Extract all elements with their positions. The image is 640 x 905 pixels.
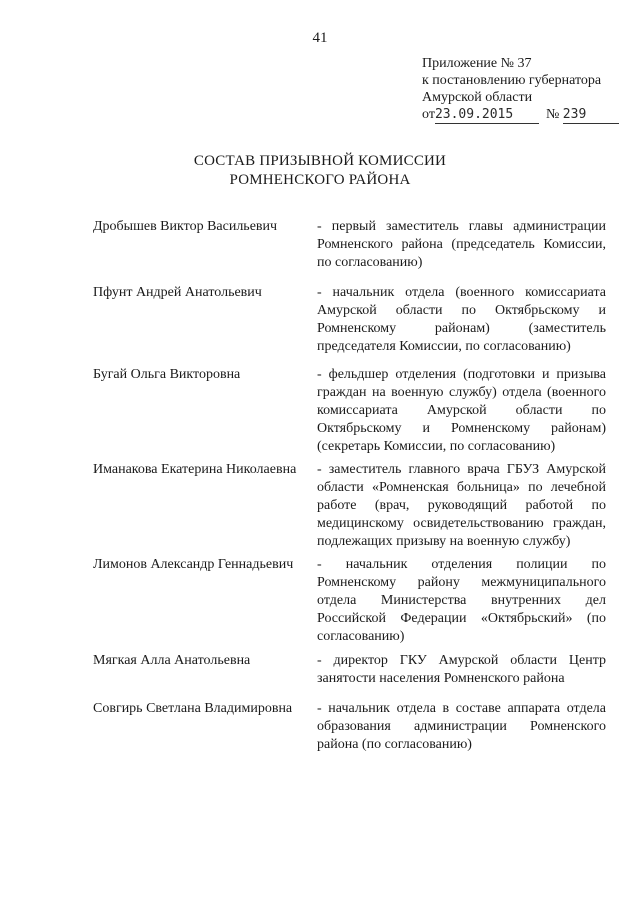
decree-date: 23.09.2015 [435,106,539,124]
page-number: 41 [312,30,328,46]
member-name: Лимонов Александр Геннадьевич [93,557,294,572]
date-prefix: от [422,107,435,122]
annex-region: Амурской области [422,90,533,105]
number-prefix: № [545,107,560,122]
annex-header [422,55,619,124]
decree-number: 239 [563,106,619,124]
member-role: - начальник отдела в составе аппарата отдела образования администрации Ромненского района (по согласованию) [317,701,606,752]
member-name: Иманакова Екатерина Николаевна [93,462,297,477]
member-name: Пфунт Андрей Анатольевич [93,285,262,300]
annex-title: Приложение № 37 [422,56,532,71]
document-title [0,152,640,190]
member-name: Бугай Ольга Викторовна [93,367,241,382]
member-name: Дробышев Виктор Васильевич [93,219,278,234]
member-role: - фельдшер отделения (подготовки и призыва граждан на военную службу) отдела (военного комиссариата Амурской области по Октябрьскому и Ромненскому районам) (секретарь Комиссии, по согласованию) [317,367,606,454]
annex-date-number [422,106,619,124]
member-role: - директор ГКУ Амурской области Центр занятости населения Ромненского района [317,653,606,686]
member-role: - первый заместитель главы администрации Ромненского района (председатель Комиссии, по согласованию) [317,219,606,270]
title-line-1: СОСТАВ ПРИЗЫВНОЙ КОМИССИИ [193,153,447,169]
member-role: - начальник отдела (военного комиссариата Амурской области по Октябрьскому и Ромненскому районам) (заместитель председателя Комиссии, по согласованию) [317,285,606,354]
member-name: Совгирь Светлана Владимировна [93,701,293,716]
annex-reference: к постановлению губернатора [422,73,602,88]
title-line-2: РОМНЕНСКОГО РАЙОНА [229,172,411,188]
member-role: - заместитель главного врача ГБУЗ Амурской области «Ромненская больница» по лечебной работе (врач, руководящий работой по медицинскому освидетельствованию граждан, подлежащих призыву на военную службу) [317,462,606,549]
member-role: - начальник отделения полиции по Ромненскому району межмуниципального отдела Министерства внутренних дел Российской Федерации «Октябрьский» (по согласованию) [317,557,606,644]
member-name: Мягкая Алла Анатольевна [93,653,251,668]
